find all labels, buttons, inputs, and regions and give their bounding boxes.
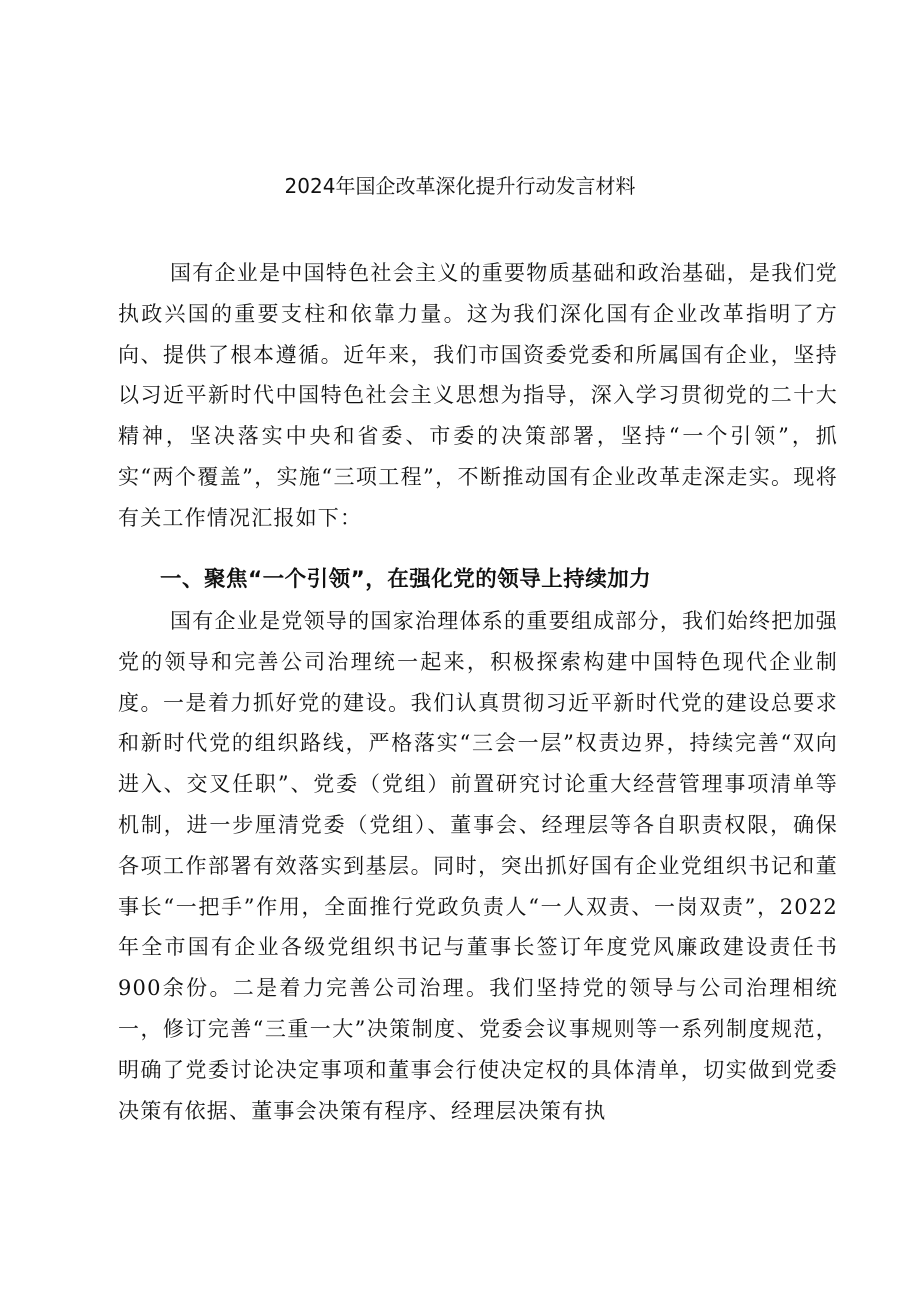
intro-paragraph: 国有企业是中国特色社会主义的重要物质基础和政治基础，是我们党执政兴国的重要支柱和依靠力量。这为我们深化国有企业改革指明了方向、提供了根本遵循。近年来，我们市国资委党委和所属国有企业，坚持以习近平新时代中国特色社会主义思想为指导，深入学习贯彻党的二十大精神，坚决落实中央和省委、市委的决策部署，坚持“一个引领”，抓实“两个覆盖”，实施“三项工程”，不断推动国有企业改革走深走实。现将有关工作情况汇报如下： — [118, 261, 838, 530]
section-heading-1: 一、聚焦“一个引领”，在强化党的领导上持续加力 — [160, 567, 652, 592]
section-1-paragraph: 国有企业是党领导的国家治理体系的重要组成部分，我们始终把加强党的领导和完善公司治理统一起来，积极探索构建中国特色现代企业制度。一是着力抓好党的建设。我们认真贯彻习近平新时代党的建设总要求和新时代党的组织路线，严格落实“三会一层”权责边界，持续完善“双向进入、交叉任职”、党委（党组）前置研究讨论重大经营管理事项清单等机制，进一步厘清党委（党组）、董事会、经理层等各自职责权限，确保各项工作部署有效落实到基层。同时，突出抓好国有企业党组织书记和董事长“一把手”作用，全面推行党政负责人“一人双责、一岗双责”，2022年全市国有企业各级党组织书记与董事长签订年度党风廉政建设责任书900余份。二是着力完善公司治理。我们坚持党的领导与公司治理相统一，修订完善“三重一大”决策制度、党委会议事规则等一系列制度规范，明确了党委讨论决定事项和董事会行使决定权的具体清单，切实做到党委决策有依据、董事会决策有程序、经理层决策有执 — [118, 609, 838, 1123]
document-title: 2024年国企改革深化提升行动发言材料 — [284, 174, 636, 198]
